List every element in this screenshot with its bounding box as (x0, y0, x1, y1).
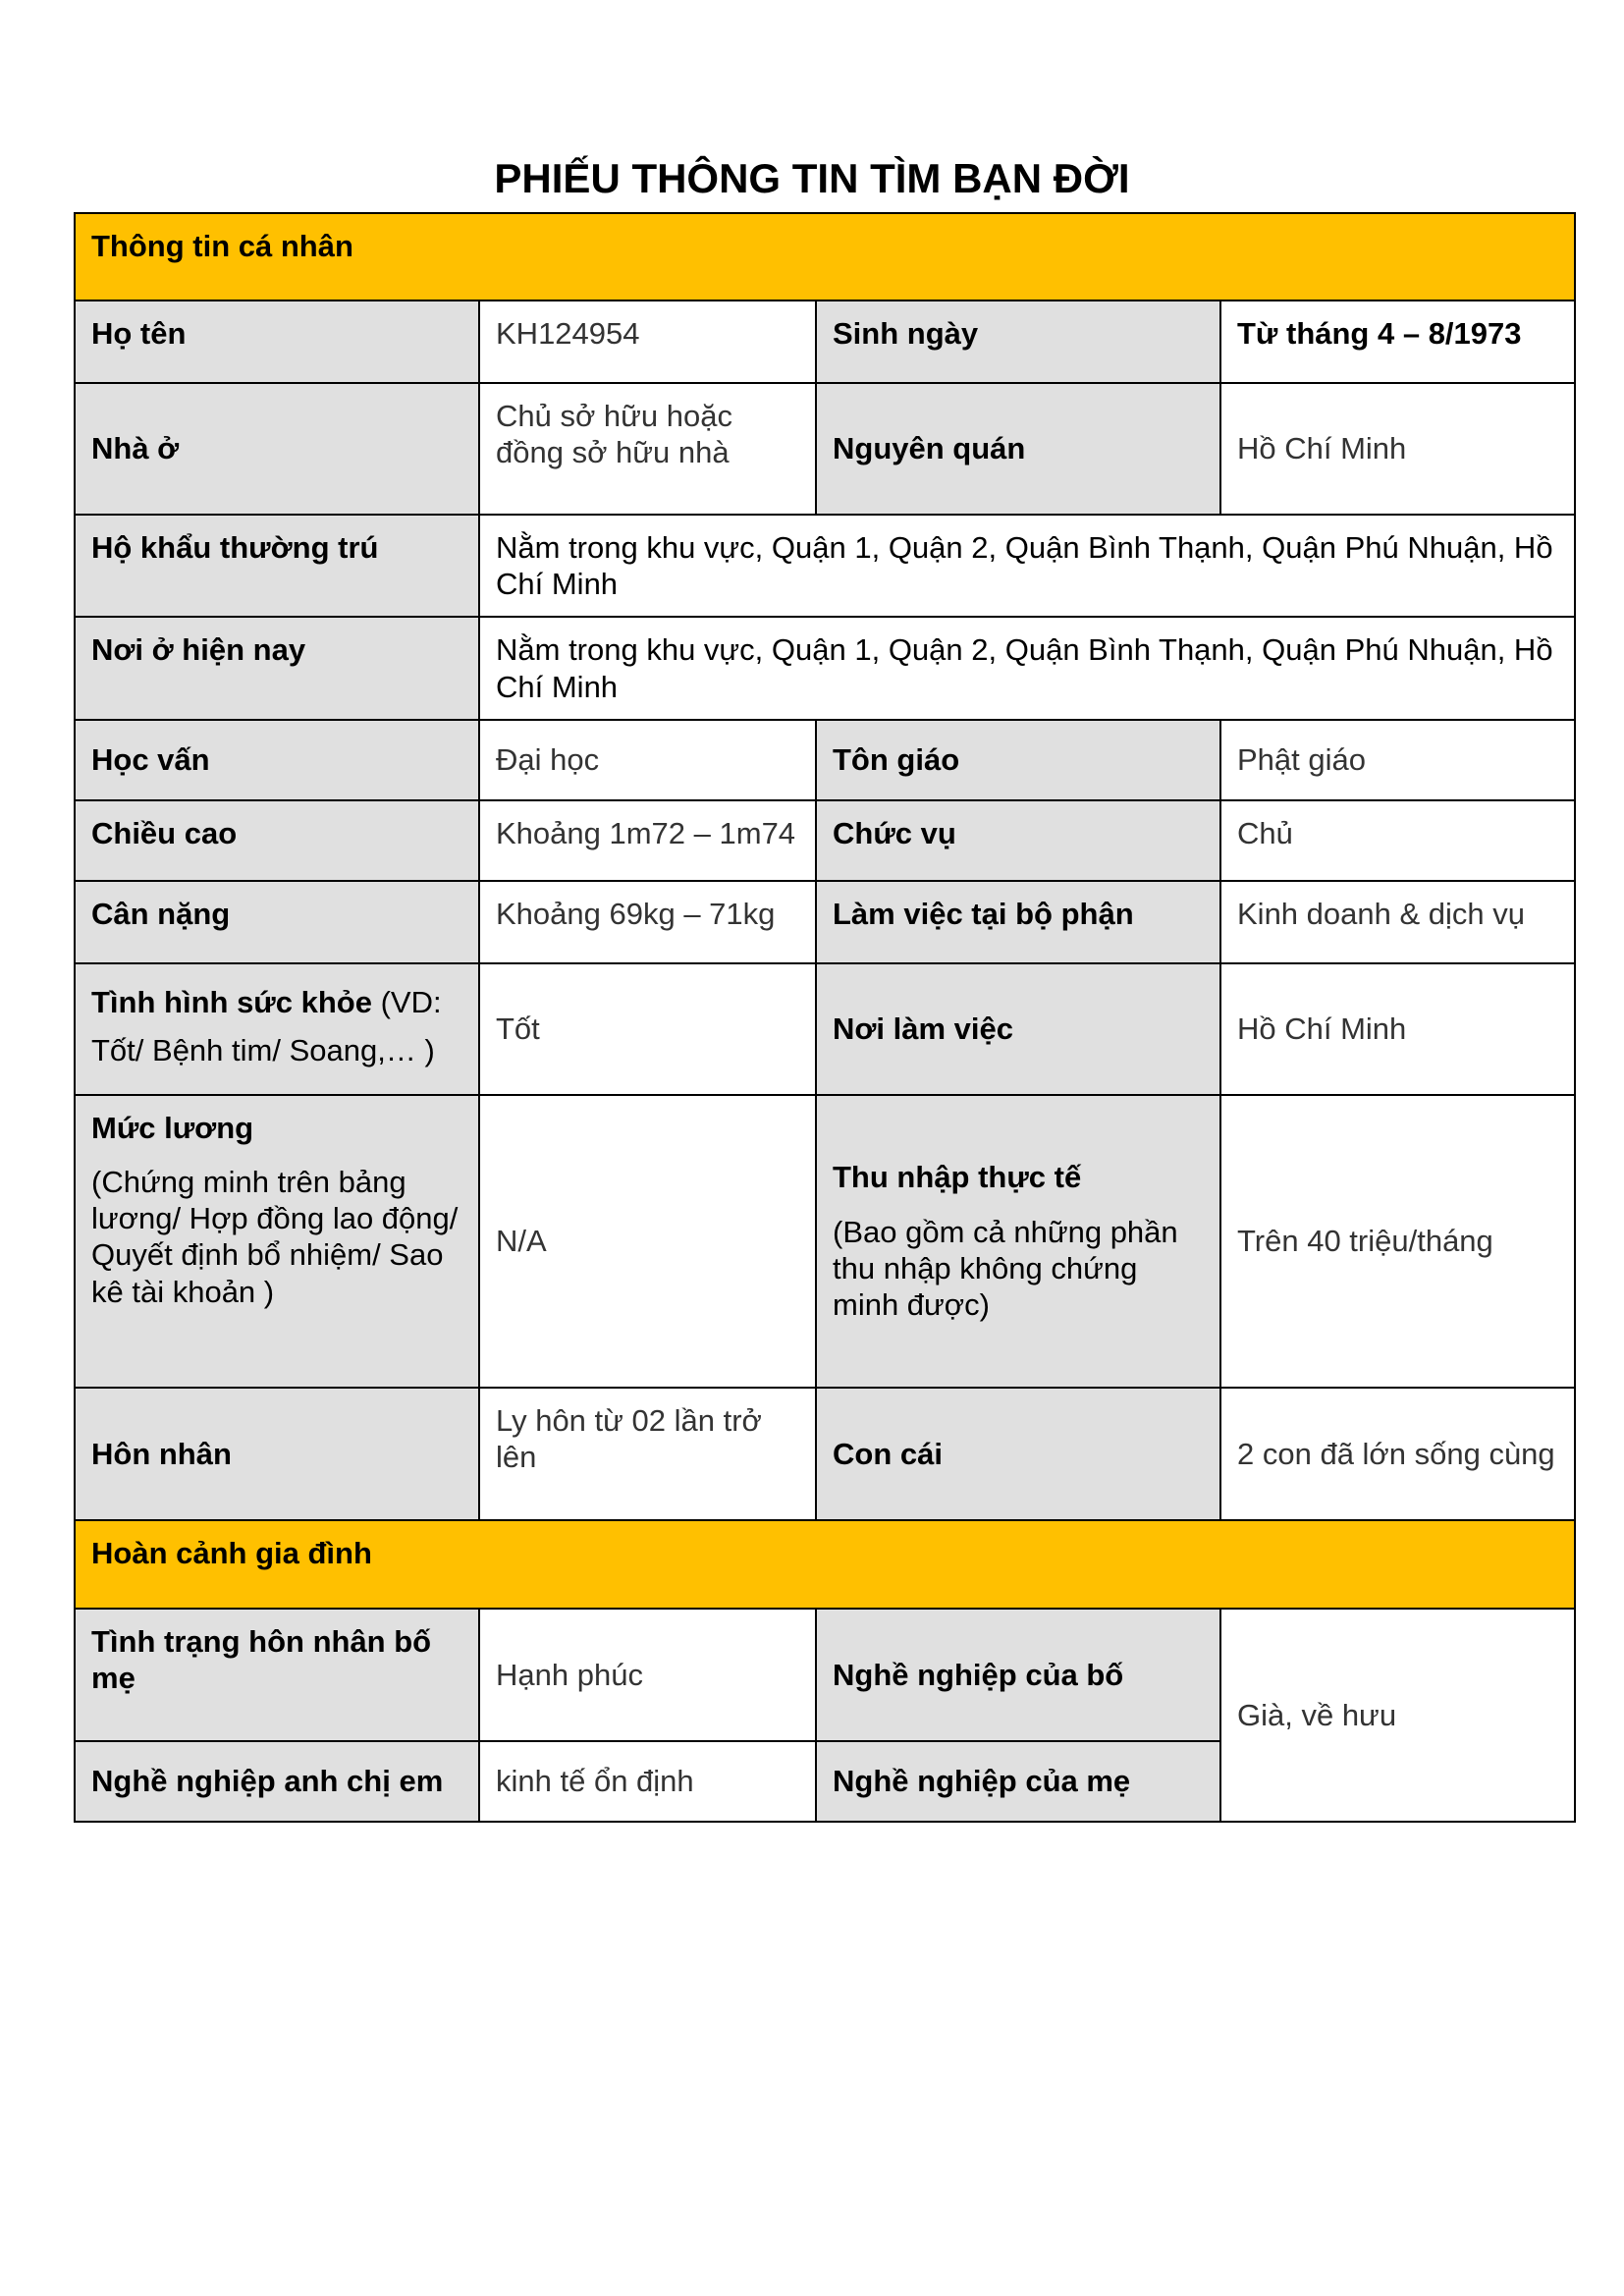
label-thu-nhap-text: Thu nhập thực tế (833, 1160, 1082, 1195)
label-nghe-me: Nghề nghiệp của mẹ (816, 1741, 1220, 1822)
label-muc-luong-text: Mức lương (91, 1110, 254, 1145)
row-hon-nhan-bo-me (75, 1609, 1575, 1741)
label-hoc-van: Học vấn (75, 720, 479, 800)
page-title: PHIẾU THÔNG TIN TÌM BẠN ĐỜI (494, 155, 1130, 201)
note-thu-nhap: (Bao gồm cả những phần thu nhập không chứng minh được) (833, 1214, 1178, 1322)
row-ho-ten (75, 301, 1575, 383)
value-hon-nhan: Ly hôn từ 02 lần trở lên (479, 1388, 816, 1520)
label-noi-o: Nơi ở hiện nay (75, 617, 479, 719)
note-muc-luong: (Chứng minh trên bảng lương/ Hợp đồng lao động/ Quyết định bổ nhiệm/ Sao kê tài khoản ) (91, 1164, 459, 1309)
note-suc-khoe: (VD: Tốt/ Bệnh tim/ Soang,… ) (91, 984, 442, 1068)
label-bo-phan: Làm việc tại bộ phận (816, 881, 1220, 963)
row-chieu-cao (75, 800, 1575, 881)
label-suc-khoe (75, 963, 479, 1095)
value-noi-o: Nằm trong khu vực, Quận 1, Quận 2, Quận Bình Thạnh, Quận Phú Nhuận, Hồ Chí Minh (479, 617, 1575, 719)
value-bo-phan: Kinh doanh & dịch vụ (1220, 881, 1575, 963)
section-personal-row (75, 213, 1575, 301)
value-ho-ten: KH124954 (479, 301, 816, 383)
row-hoc-van (75, 720, 1575, 800)
row-nha-o (75, 383, 1575, 515)
label-ho-ten: Họ tên (75, 301, 479, 383)
section-family-heading: Hoàn cảnh gia đình (75, 1520, 1575, 1609)
label-nha-o: Nhà ở (75, 383, 479, 515)
label-nguyen-quan: Nguyên quán (816, 383, 1220, 515)
value-ho-khau: Nằm trong khu vực, Quận 1, Quận 2, Quận Bình Thạnh, Quận Phú Nhuận, Hồ Chí Minh (479, 515, 1575, 617)
label-noi-lam-viec: Nơi làm việc (816, 963, 1220, 1095)
row-hon-nhan (75, 1388, 1575, 1520)
value-suc-khoe: Tốt (479, 963, 816, 1095)
section-personal-heading: Thông tin cá nhân (75, 213, 1575, 301)
value-nguyen-quan: Hồ Chí Minh (1220, 383, 1575, 515)
label-muc-luong (75, 1095, 479, 1388)
value-thu-nhap: Trên 40 triệu/tháng (1220, 1095, 1575, 1388)
label-nghe-bo: Nghề nghiệp của bố (816, 1609, 1220, 1741)
label-ho-khau: Hộ khẩu thường trú (75, 515, 479, 617)
label-nghe-anh-chi-em: Nghề nghiệp anh chị em (75, 1741, 479, 1822)
value-con-cai: 2 con đã lớn sống cùng (1220, 1388, 1575, 1520)
info-table (74, 212, 1576, 1823)
row-muc-luong (75, 1095, 1575, 1388)
value-muc-luong: N/A (479, 1095, 816, 1388)
label-chieu-cao: Chiều cao (75, 800, 479, 881)
value-chieu-cao: Khoảng 1m72 – 1m74 (479, 800, 816, 881)
value-nghe-anh-chi-em: kinh tế ổn định (479, 1741, 816, 1822)
label-can-nang: Cân nặng (75, 881, 479, 963)
label-hon-nhan: Hôn nhân (75, 1388, 479, 1520)
section-family-row (75, 1520, 1575, 1609)
label-hon-nhan-bo-me: Tình trạng hôn nhân bố mẹ (75, 1609, 479, 1741)
label-suc-khoe-text: Tình hình sức khỏe (91, 984, 372, 1019)
label-sinh-ngay: Sinh ngày (816, 301, 1220, 383)
value-nghe-bo-me: Già, về hưu (1220, 1609, 1575, 1822)
value-chuc-vu: Chủ (1220, 800, 1575, 881)
label-con-cai: Con cái (816, 1388, 1220, 1520)
value-hoc-van: Đại học (479, 720, 816, 800)
row-noi-o (75, 617, 1575, 719)
value-sinh-ngay: Từ tháng 4 – 8/1973 (1220, 301, 1575, 383)
row-ho-khau (75, 515, 1575, 617)
value-ton-giao: Phật giáo (1220, 720, 1575, 800)
value-noi-lam-viec: Hồ Chí Minh (1220, 963, 1575, 1095)
label-thu-nhap (816, 1095, 1220, 1388)
label-chuc-vu: Chức vụ (816, 800, 1220, 881)
value-can-nang: Khoảng 69kg – 71kg (479, 881, 816, 963)
value-hon-nhan-bo-me: Hạnh phúc (479, 1609, 816, 1741)
value-nha-o: Chủ sở hữu hoặc đồng sở hữu nhà (479, 383, 816, 515)
label-ton-giao: Tôn giáo (816, 720, 1220, 800)
row-can-nang (75, 881, 1575, 963)
row-suc-khoe (75, 963, 1575, 1095)
